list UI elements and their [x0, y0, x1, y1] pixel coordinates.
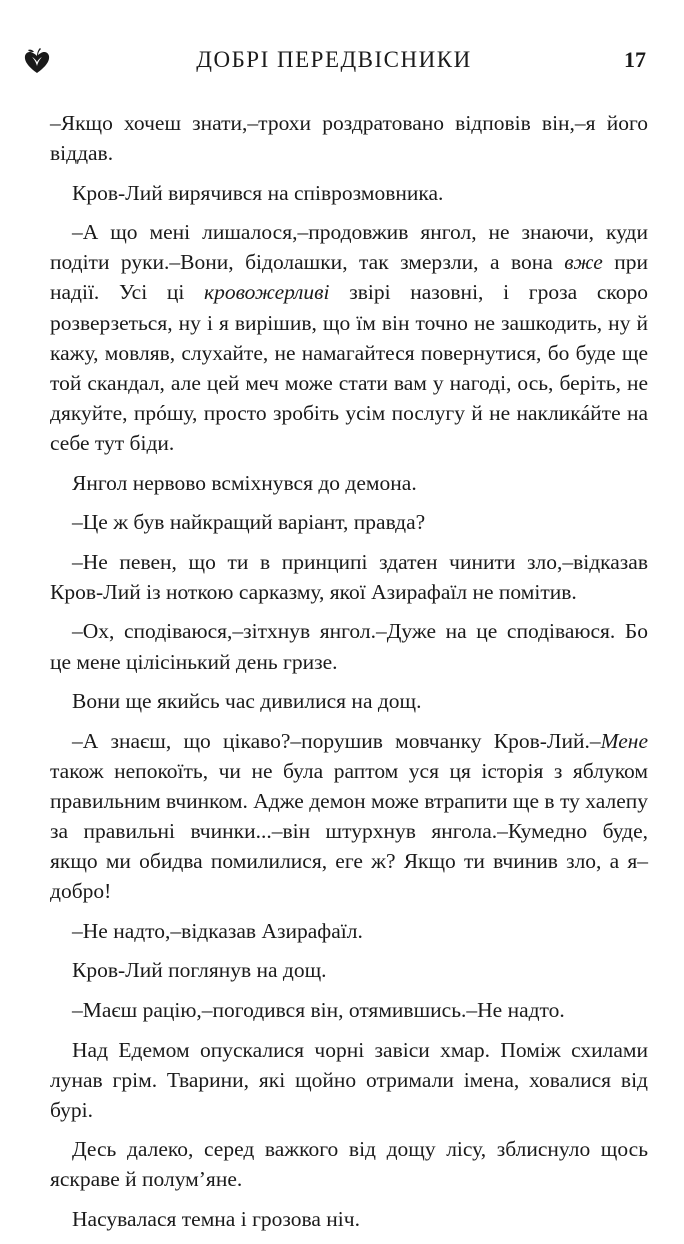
paragraph: –Якщо хочеш знати,–трохи роздратовано відповів він,–я його віддав. [50, 111, 648, 166]
paragraph: Кров-Лий вирячився на співрозмовника. [72, 180, 444, 205]
emphasis: вже [564, 250, 603, 275]
paragraph: Насувалася темна і грозова ніч. [72, 1207, 360, 1231]
paragraph: –Ох, сподіваюся,–зітхнув янгол.–Дуже на це сподіваюся. Бо це мене цілісінький день гризе. [50, 619, 648, 674]
paragraph: Кров-Лий поглянув на дощ. [72, 958, 327, 983]
paragraph: Десь далеко, серед важкого від дощу лісу, зблиснуло щось яскраве й полум’яне. [50, 1137, 648, 1192]
paragraph: Над Едемом опускалися чорні завіси хмар. Поміж схилами лунав грім. Тварини, які щойно отримали імена, ховалися від бурі. [50, 1037, 648, 1122]
paragraph: –Не надто,–відказав Азирафаїл. [72, 918, 363, 943]
body-text [50, 108, 648, 1244]
paragraph: –А що мені лишалося,–продовжив янгол, не знаючи, куди подіти руки.–Вони, бідолашки, так змерзли, а вона вже при надії. Усі ці кровожерливі звірі назовні, і гроза скоро розверзеться, ну і я вирішив, що їм він точно не зашкодить, ну й кажу, мовляв, слухайте, не намагайтеся повернутися, бо буде ще той скандал, але цей меч може стати вам у нагоді, ось, беріть, не дякуйте, прóшу, просто зробіть усім послугу й не накликáйте на себе тут біди. [50, 220, 648, 455]
emphasis: Мене [600, 728, 648, 753]
paragraph: Янгол нервово всміхнувся до демона. [72, 470, 417, 495]
running-title: ДОБРІ ПЕРЕДВІСНИКИ [196, 47, 472, 72]
paragraph: –А знаєш, що цікаво?–порушив мовчанку Кров-Лий.–Мене також непокоїть, чи не була раптом уся ця історія з яблуком правильним вчинком. Адже демон може втрапити ще в ту халепу за правильні вчинки...–він штурхнув янгола.–Кумедно буде, якщо ми обидва помилилися, еге ж? Якщо ти вчинив зло, а я–добро! [50, 728, 648, 904]
paragraph: –Це ж був найкращий варіант, правда? [72, 510, 426, 535]
emphasis: кровожерливі [204, 280, 330, 305]
page-header [22, 44, 646, 78]
page-number: 17 [624, 47, 646, 72]
paragraph: Вони ще якийсь час дивилися на дощ. [72, 689, 422, 714]
paragraph: –Не певен, що ти в принципі здатен чинити зло,–відказав Кров-Лий із ноткою сарказму, якої Азирафаїл не помітив. [50, 549, 648, 604]
paragraph: –Маєш рацію,–погодився він, отямившись.–Не надто. [72, 997, 565, 1022]
